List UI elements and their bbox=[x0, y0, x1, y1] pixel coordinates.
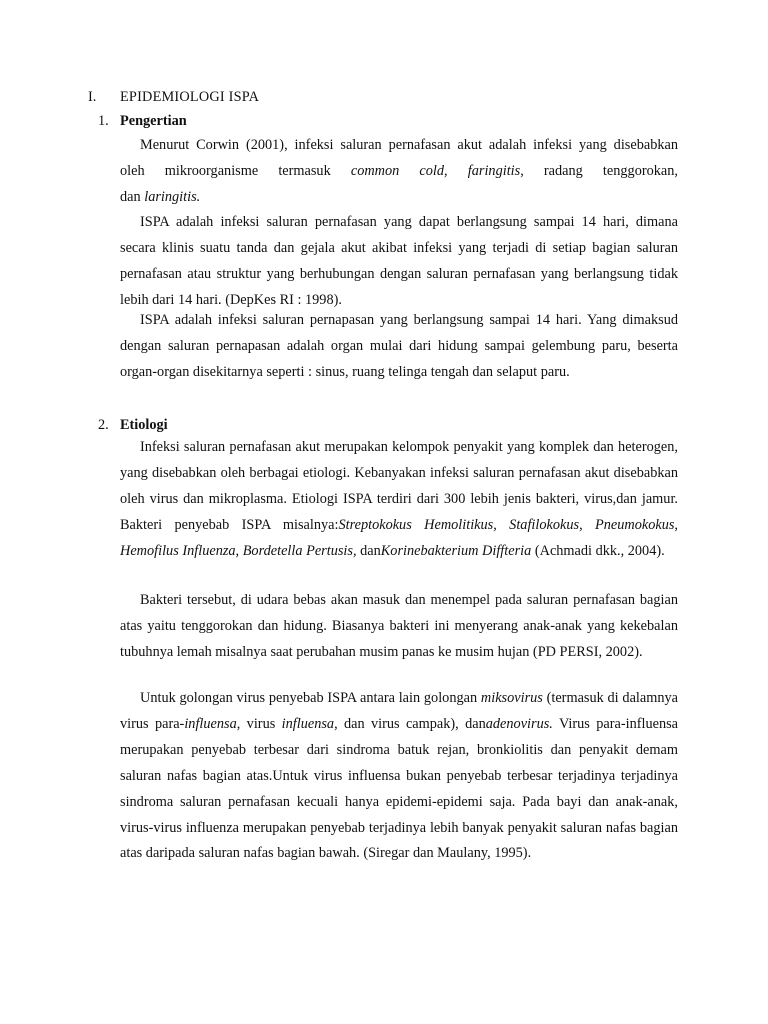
subheading-number: 2. bbox=[98, 417, 109, 433]
paragraph-pengertian-2: ISPA adalah infeksi saluran pernafasan yang dapat berlangsung sampai 14 hari, dimana secara klinis suatu tanda dan gejala akut akibat infeksi yang terjadi di setiap bagian saluran pernafasan atau struktur yang berhubungan dengan saluran pernafasan yang berlangsung tidak lebih dari 14 hari. (DepKes RI : 1998). bbox=[120, 214, 678, 308]
section-heading bbox=[0, 86, 768, 108]
section-title: EPIDEMIOLOGI ISPA bbox=[120, 89, 260, 105]
paragraph-etiologi-1: Infeksi saluran pernafasan akut merupakan kelompok penyakit yang komplek dan heterogen, yang disebabkan oleh berbagai etiologi. Kebanyakan infeksi saluran pernafasan akut disebabkan oleh virus dan mikroplasma. Etiologi ISPA terdiri dari 300 lebih jenis bakteri, virus,dan jamur. Bakteri penyebab ISPA misalnya:Streptokokus Hemolitikus, Stafilokokus, Pneumokokus, Hemofilus Influenza, Bordetella Pertusis, danKorinebakterium Diffteria (Achmadi dkk., 2004). bbox=[120, 439, 678, 559]
subheading-title: Pengertian bbox=[120, 113, 187, 129]
section-number: I. bbox=[88, 89, 97, 105]
subheading-number: 1. bbox=[98, 113, 109, 129]
paragraph-etiologi-3: Untuk golongan virus penyebab ISPA antara lain golongan miksovirus (termasuk di dalamnya virus para-influensa, virus influensa, dan virus campak), danadenovirus. Virus para-influensa merupakan penyebab terbesar dari sindroma batuk rejan, bronkiolitis dan penyakit demam saluran nafas bagian atas.Untuk virus influensa bukan penyebab terbesar terjadinya terjadinya sindroma saluran pernafasan kecuali hanya epidemi-epidemi saja. Pada bayi dan anak-anak, virus-virus influenza merupakan penyebab terjadinya lebih banyak penyakit saluran nafas bagian atas daripada saluran nafas bagian bawah. (Siregar dan Maulany, 1995). bbox=[120, 690, 678, 862]
subheading-title: Etiologi bbox=[120, 417, 168, 433]
paragraph-etiologi-2: Bakteri tersebut, di udara bebas akan masuk dan menempel pada saluran pernafasan bagian atas yaitu tenggorokan dan hidung. Biasanya bakteri ini menyerang anak-anak yang kekebalan tubuhnya lemah misalnya saat perubahan musim panas ke musim hujan (PD PERSI, 2002). bbox=[120, 592, 678, 660]
subheading-pengertian bbox=[0, 110, 768, 132]
paragraph-pengertian-1: Menurut Corwin (2001), infeksi saluran pernafasan akut adalah infeksi yang disebabkan oleh mikroorganisme termasuk common cold, faringitis, radang tenggorokan, dan laringitis. bbox=[120, 137, 678, 205]
paragraph-pengertian-3: ISPA adalah infeksi saluran pernapasan yang berlangsung sampai 14 hari. Yang dimaksud dengan saluran pernapasan adalah organ mulai dari hidung sampai gelembung paru, beserta organ-organ disekitarnya seperti : sinus, ruang telinga tengah dan selaput paru. bbox=[120, 312, 678, 380]
subheading-etiologi bbox=[0, 414, 768, 436]
